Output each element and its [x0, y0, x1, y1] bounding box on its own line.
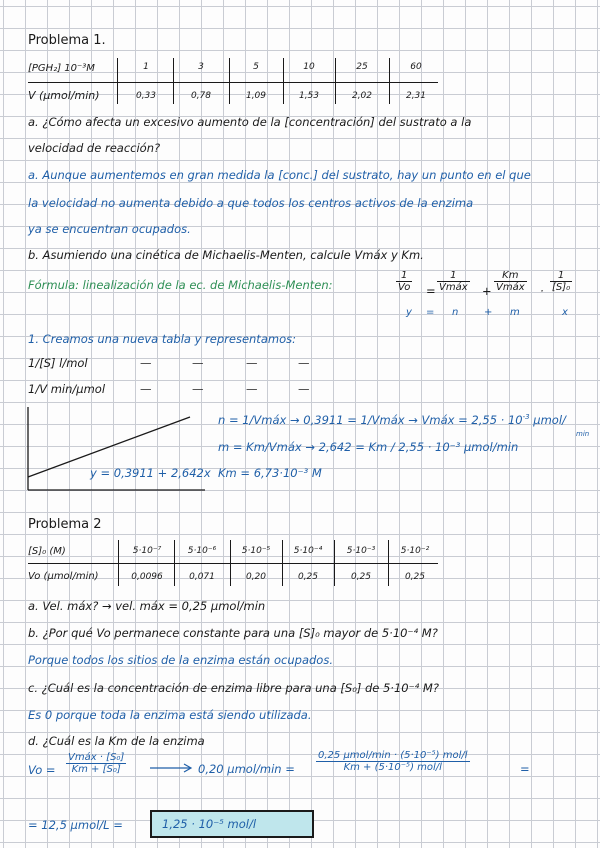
table1-hline — [28, 82, 438, 83]
table1-cell: 3 — [198, 62, 204, 72]
formula-equals: = — [426, 284, 436, 298]
problem-1-title: Problema 1. — [28, 33, 106, 48]
mm-vo: Vo = — [28, 763, 56, 777]
table1-cell: 1 — [143, 62, 149, 72]
formula-y: y — [406, 307, 412, 318]
table2-cell: 0,25 — [350, 572, 372, 582]
calc-n-unit-min: min — [576, 430, 590, 438]
p2-answer-c: Es 0 porque toda la enzima está siendo utilizada. — [28, 708, 312, 722]
answer-a-line2: la velocidad no aumenta debido a que todos los centros activos de la enzima — [28, 196, 474, 210]
formula-dot: · — [540, 284, 544, 298]
table2-cell: 5·10⁻² — [400, 546, 430, 556]
step-1: 1. Creamos una nueva tabla y representamos: — [28, 332, 296, 346]
question-b: b. Asumiendo una cinética de Michaelis-Menten, calcule Vmáx y Km. — [28, 248, 424, 262]
p2-question-d: d. ¿Cuál es la Km de la enzima — [28, 734, 205, 748]
formula-n: n — [452, 307, 459, 318]
p2-question-c: c. ¿Cuál es la concentración de enzima libre para una [S₀] de 5·10⁻⁴ M? — [28, 681, 439, 695]
table2-cell: 5·10⁻⁷ — [132, 546, 162, 556]
formula-plus: + — [482, 284, 492, 298]
formula-label: Fórmula: linealización de la ec. de Michaelis-Menten: — [28, 278, 333, 292]
km-result: Km = 6,73·10⁻³ M — [218, 466, 322, 480]
formula-frac-1-vo: $\frac{1}{Vo}$ — [398, 270, 411, 293]
graph-equation: y = 0,3911 + 2,642x — [90, 466, 211, 480]
formula-m: m — [510, 307, 520, 318]
calc-m: m = Km/Vmáx → 2,642 = Km / 2,55 · 10⁻³ µmol/min — [218, 440, 519, 454]
table1-cell: 5 — [253, 62, 259, 72]
newtable-dash: — — [246, 382, 258, 396]
formula-n-plus: + — [484, 307, 493, 318]
table1-cell: 60 — [410, 62, 422, 72]
formula-frac-1-vmax: 1 Vmáx — [439, 270, 468, 293]
table1-row2-label: V (µmol/min) — [28, 89, 100, 102]
newtable-dash: — — [298, 356, 310, 370]
newtable-dash: — — [192, 382, 204, 396]
table1-vline — [117, 58, 118, 104]
question-a: a. ¿Cómo afecta un excesivo aumento de la [concentración] del sustrato a la — [28, 115, 472, 129]
p2-question-a: a. Vel. máx? → vel. máx = 0,25 µmol/min — [28, 599, 266, 613]
newtable-dash: — — [246, 356, 258, 370]
table2-hline — [28, 563, 438, 564]
table2-cell: 0,20 — [245, 572, 267, 582]
final-answer: 1,25 · 10⁻⁵ mol/l — [162, 817, 257, 831]
linear-plot-sketch — [20, 405, 210, 495]
final-answer-box — [150, 810, 314, 838]
answer-a-line1: a. Aunque aumentemos en gran medida la [conc.] del sustrato, hay un punto en el que — [28, 168, 531, 182]
p2-answer-b: Porque todos los sitios de la enzima están ocupados. — [28, 653, 333, 667]
newtable-dash: — — [140, 356, 152, 370]
mm-left-value: 0,20 µmol/min = — [198, 762, 295, 776]
newtable-dash: — — [140, 382, 152, 396]
table1-row1-label: [PGH₂] 10⁻³M — [28, 63, 95, 74]
newtable-dash: — — [192, 356, 204, 370]
answer-a-line3: ya se encuentran ocupados. — [28, 222, 191, 236]
newtable-row1-label: 1/[S] l/mol — [28, 356, 88, 370]
formula-x: x — [562, 307, 568, 318]
mm-equals-2: = — [520, 762, 530, 776]
newtable-row2-label: 1/V min/µmol — [28, 382, 106, 396]
newtable-dash: — — [298, 382, 310, 396]
table2-cell: 5·10⁻⁴ — [293, 546, 323, 556]
table1-cell: 1,53 — [298, 91, 320, 101]
final-intermediate: = 12,5 µmol/L = — [28, 818, 123, 832]
table1-cell: 2,02 — [351, 91, 373, 101]
table2-row2-label: Vo (µmol/min) — [28, 571, 99, 582]
table2-cell: 0,071 — [189, 572, 215, 582]
formula-y-equals: = — [426, 307, 435, 318]
p2-question-b: b. ¿Por qué Vo permanece constante para una [S]₀ mayor de 5·10⁻⁴ M? — [28, 626, 438, 640]
table1-cell: 2,31 — [405, 91, 427, 101]
mm-frac-substituted: 0,25 µmol/min · (5·10⁻⁵) mol/l Km + (5·10⁻⁵) mol/l — [318, 750, 468, 773]
table1-cell: 0,33 — [135, 91, 157, 101]
table1-cell: 1,09 — [245, 91, 267, 101]
table2-row1-label: [S]₀ (M) — [28, 546, 66, 557]
table1-vline — [173, 58, 174, 104]
formula-frac-1-so: $\frac{1}{\text{[S]₀}}$ — [552, 270, 571, 293]
problem-2-title: Problema 2 — [28, 517, 102, 532]
table2-cell: 0,0096 — [131, 572, 163, 582]
table2-cell: 5·10⁻⁶ — [187, 546, 217, 556]
arrow-icon — [150, 762, 196, 774]
table2-cell: 0,25 — [297, 572, 319, 582]
table2-cell: 5·10⁻⁵ — [241, 546, 271, 556]
table1-cell: 0,78 — [190, 91, 212, 101]
question-a-cont: velocidad de reacción? — [28, 141, 161, 155]
calc-n: n = 1/Vmáx → 0,3911 = 1/Vmáx → Vmáx = $2,55 \cdot 10^{-3}$ µmol/ — [218, 412, 566, 427]
table2-cell: 0,25 — [404, 572, 426, 582]
table1-cell: 10 — [303, 62, 315, 72]
mm-frac-general: Vmáx · [S₀] Km + [S₀] — [68, 752, 125, 775]
table1-cell: 25 — [356, 62, 368, 72]
table2-cell: 5·10⁻³ — [346, 546, 376, 556]
formula-frac-km-vmax: Km Vmáx — [496, 270, 525, 293]
